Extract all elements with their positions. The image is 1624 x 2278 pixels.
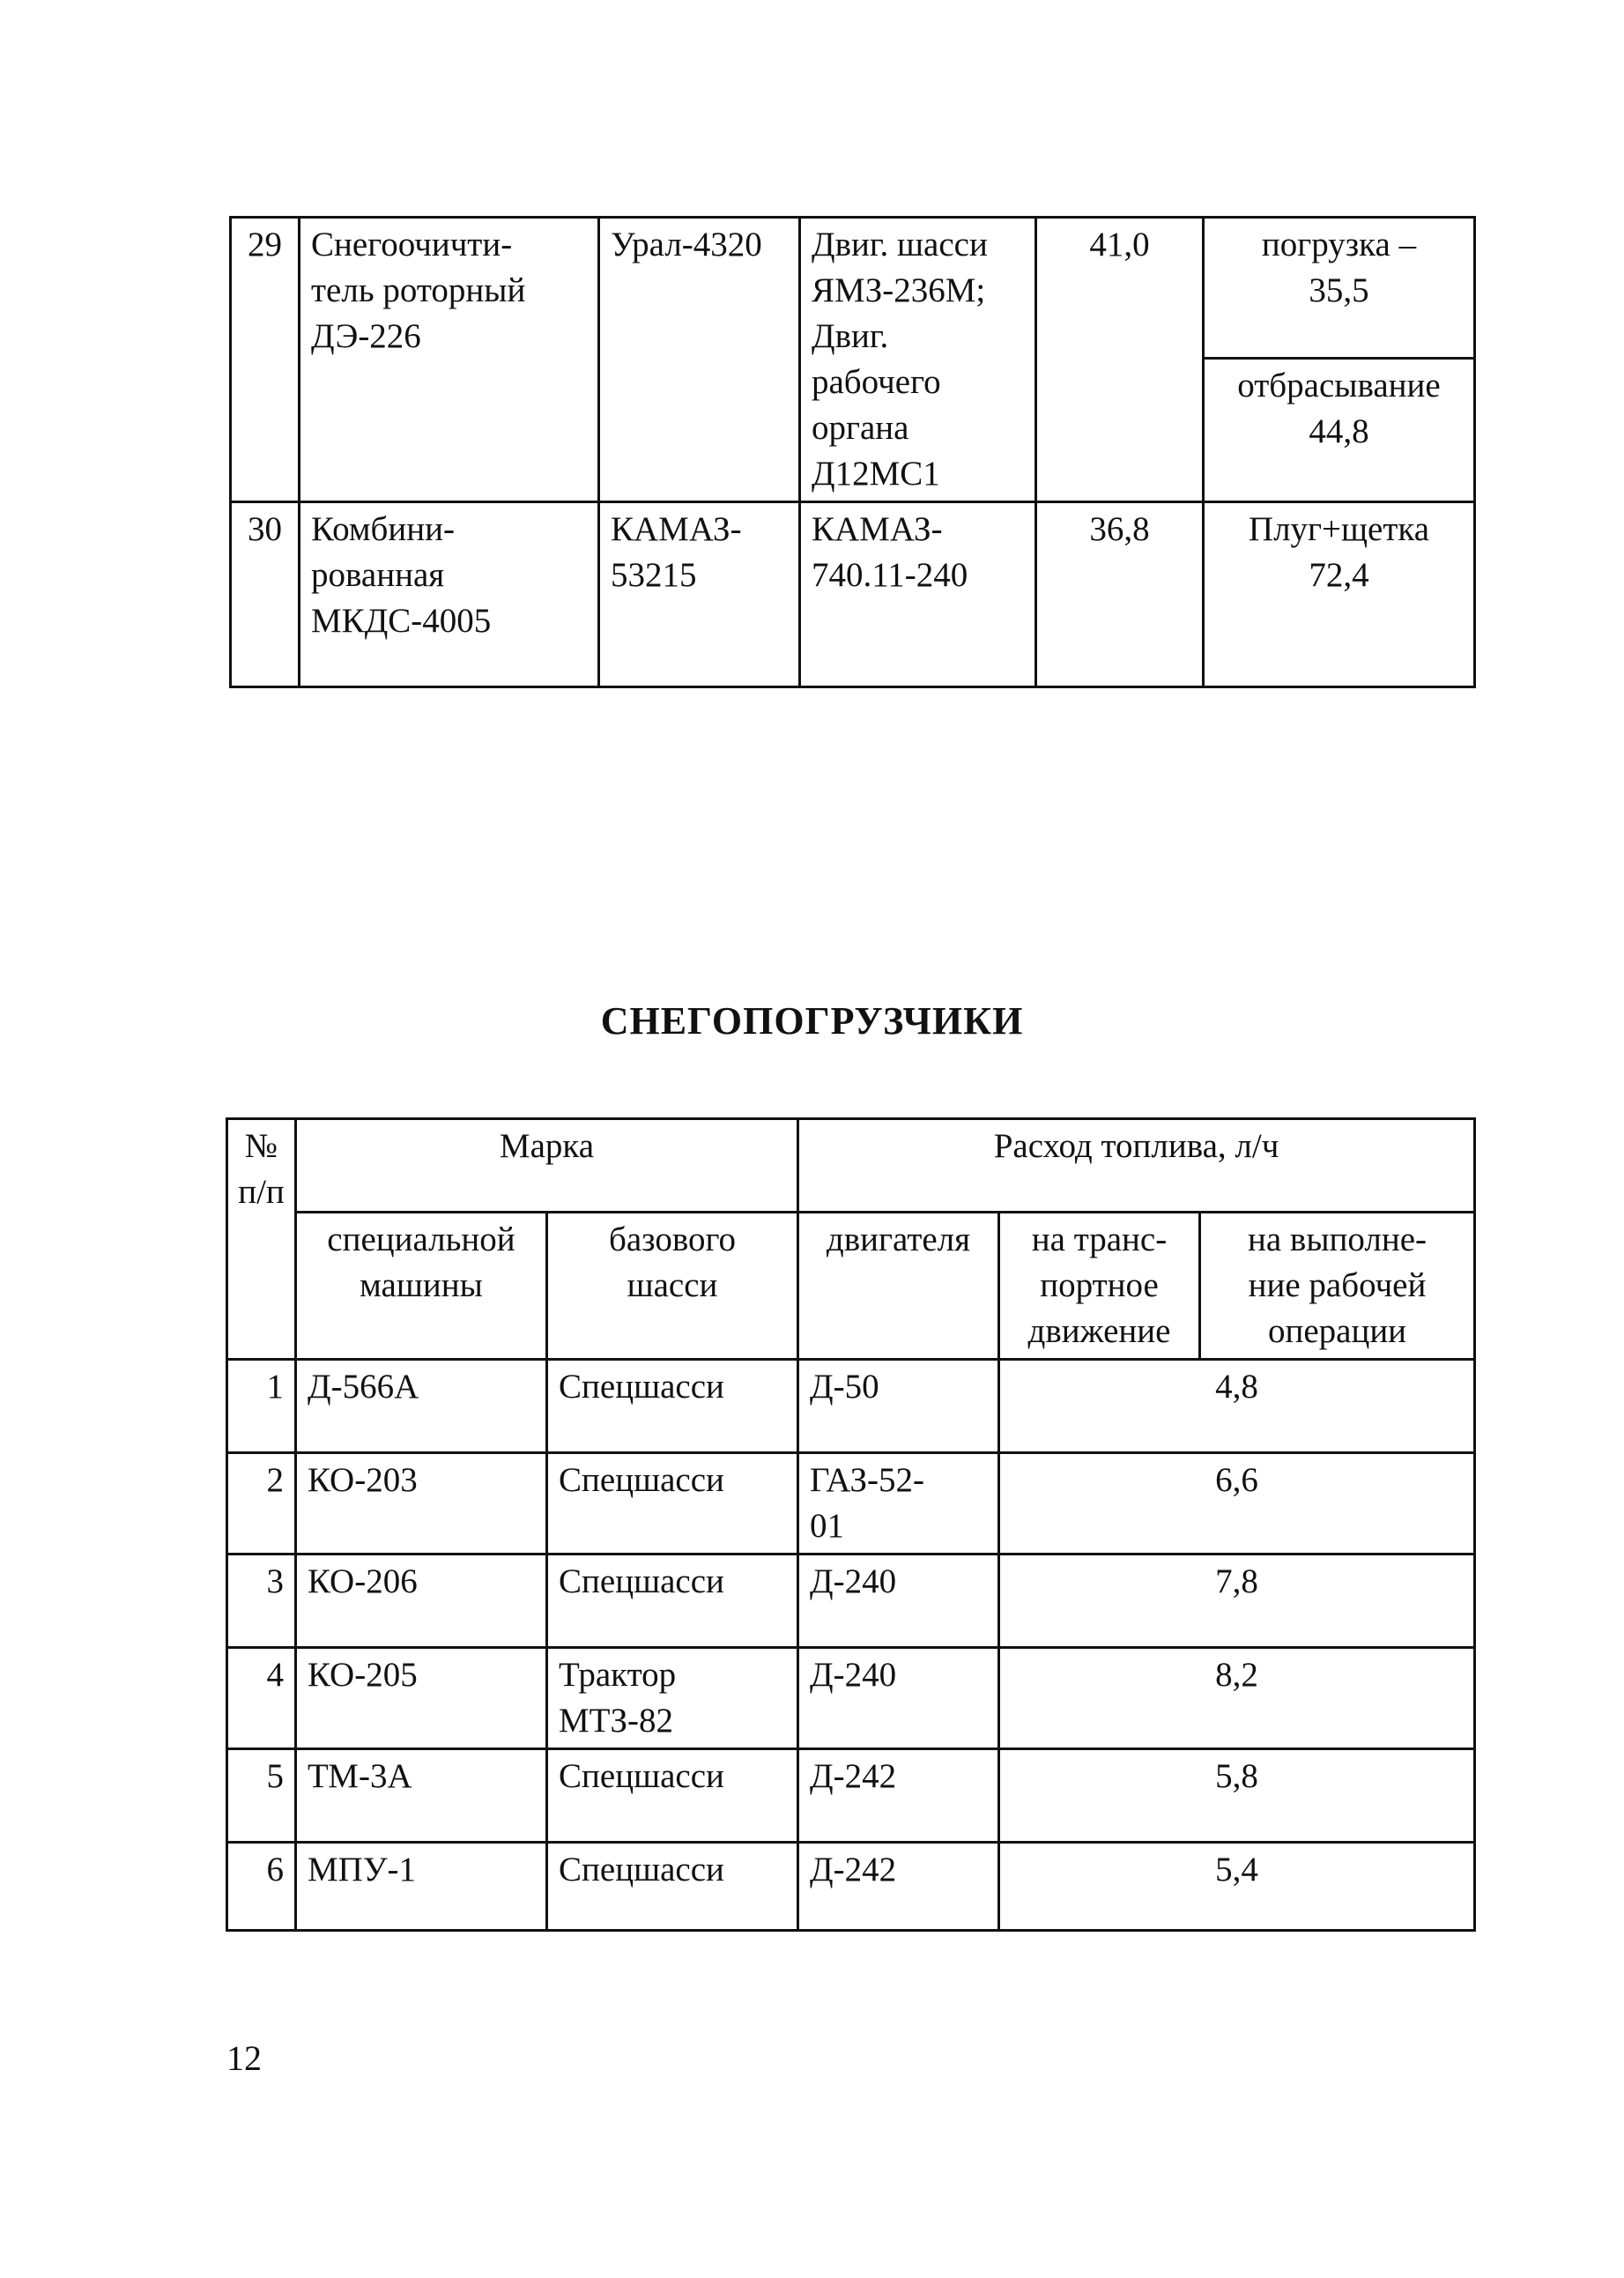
- header-engine: двигателя: [798, 1213, 999, 1360]
- row-number: 6: [227, 1843, 296, 1931]
- row-number: 5: [227, 1749, 296, 1843]
- fuel-consumption: 6,6: [999, 1453, 1475, 1555]
- special-machine: КО-203: [296, 1453, 547, 1555]
- special-machine: КО-205: [296, 1648, 547, 1749]
- row-number: 4: [227, 1648, 296, 1749]
- engine: Д-240: [798, 1648, 999, 1749]
- base-chassis: Трактор МТЗ-82: [547, 1648, 798, 1749]
- engine: ГАЗ-52- 01: [798, 1453, 999, 1555]
- snowplow-table: [229, 216, 1476, 688]
- header-row: [227, 1213, 1475, 1360]
- engine: Д-242: [798, 1749, 999, 1843]
- header-brand: Марка: [296, 1119, 798, 1213]
- header-base-chassis: базового шасси: [547, 1213, 798, 1360]
- fuel-consumption: 5,4: [999, 1843, 1475, 1931]
- engine: Д-240: [798, 1555, 999, 1648]
- base-chassis: Спецшасси: [547, 1749, 798, 1843]
- special-machine: МПУ-1: [296, 1843, 547, 1931]
- engine-name: КАМАЗ- 740.11-240: [800, 502, 1036, 687]
- table-row: [227, 1453, 1475, 1555]
- base-chassis: Спецшасси: [547, 1843, 798, 1931]
- page-number: 12: [226, 2038, 262, 2078]
- machine-name: Комбини- рованная МКДС-4005: [300, 502, 599, 687]
- row-number: 30: [231, 502, 300, 687]
- table-row: [227, 1360, 1475, 1453]
- base-chassis: Спецшасси: [547, 1360, 798, 1453]
- special-machine: КО-206: [296, 1555, 547, 1648]
- operation-fuel-loading: погрузка – 35,5: [1204, 218, 1475, 359]
- table-row: [231, 218, 1475, 359]
- table-row: [227, 1843, 1475, 1931]
- table-row: [227, 1749, 1475, 1843]
- row-number: 1: [227, 1360, 296, 1453]
- fuel-consumption: 7,8: [999, 1555, 1475, 1648]
- transport-fuel: 36,8: [1036, 502, 1204, 687]
- row-number: 3: [227, 1555, 296, 1648]
- row-number: 29: [231, 218, 300, 502]
- fuel-consumption: 4,8: [999, 1360, 1475, 1453]
- fuel-consumption: 8,2: [999, 1648, 1475, 1749]
- snow-loaders-table: [226, 1117, 1476, 1932]
- special-machine: Д-566А: [296, 1360, 547, 1453]
- header-fuel-consumption: Расход топлива, л/ч: [798, 1119, 1475, 1213]
- table-row: [231, 502, 1475, 687]
- header-row: [227, 1119, 1475, 1213]
- header-number: № п/п: [227, 1119, 296, 1360]
- table-row: [227, 1555, 1475, 1648]
- engine-name: Двиг. шасси ЯМЗ-236М; Двиг. рабочего органа Д12МС1: [800, 218, 1036, 502]
- header-transport: на транс- портное движение: [999, 1213, 1200, 1360]
- chassis-name: Урал-4320: [599, 218, 800, 502]
- machine-name: Снегоочичти- тель роторный ДЭ-226: [300, 218, 599, 502]
- engine: Д-242: [798, 1843, 999, 1931]
- operation-fuel-throwing: отбрасывание 44,8: [1204, 358, 1475, 501]
- header-operation: на выполне- ние рабочей операции: [1200, 1213, 1475, 1360]
- special-machine: ТМ-3А: [296, 1749, 547, 1843]
- operation-fuel: Плуг+щетка 72,4: [1204, 502, 1475, 687]
- engine: Д-50: [798, 1360, 999, 1453]
- header-special-machine: специальной машины: [296, 1213, 547, 1360]
- chassis-name: КАМАЗ- 53215: [599, 502, 800, 687]
- table-row: [227, 1648, 1475, 1749]
- base-chassis: Спецшасси: [547, 1555, 798, 1648]
- row-number: 2: [227, 1453, 296, 1555]
- transport-fuel: 41,0: [1036, 218, 1204, 502]
- section-title: СНЕГОПОГРУЗЧИКИ: [600, 999, 1024, 1043]
- fuel-consumption: 5,8: [999, 1749, 1475, 1843]
- base-chassis: Спецшасси: [547, 1453, 798, 1555]
